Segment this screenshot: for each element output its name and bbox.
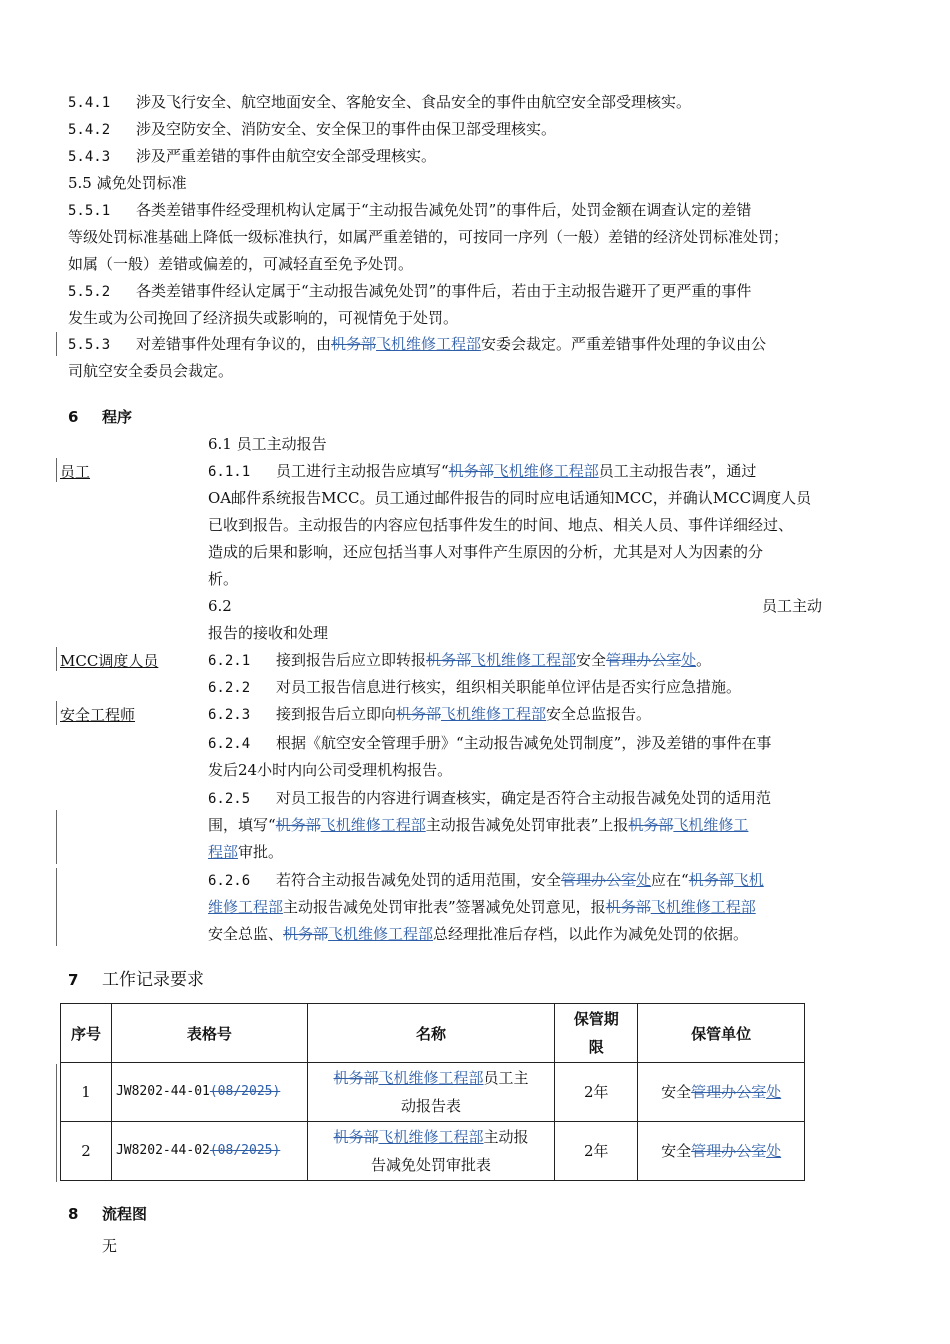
clause-6-2-5-line3: 程部审批。 bbox=[208, 843, 284, 861]
revision-bar bbox=[56, 868, 57, 946]
header-period: 保管期限 bbox=[555, 1004, 638, 1063]
clause-6-2-6-line3: 安全总监、机务部飞机维修工程部总经理批准后存档，以此作为减免处罚的依据。 bbox=[208, 925, 749, 943]
clause-5-5-3: 5.5.3 对差错事件处理有争议的，由机务部飞机维修工程部安委会裁定。严重差错事件处理的争议由公 bbox=[68, 335, 767, 353]
clause-6-2-1: 6.2.1 接到报告后应立即转报机务部飞机维修工程部安全管理办公室处。 bbox=[208, 651, 712, 669]
cell-form: JW8202-44-02(08/2025) bbox=[111, 1122, 307, 1181]
deleted-text: 机务部 bbox=[331, 335, 377, 353]
section-6-heading: 6 程序 bbox=[68, 408, 133, 426]
clause-6-2-6-line2: 维修工程部主动报告减免处罚审批表”签署减免处罚意见，报机务部飞机维修工程部 bbox=[208, 898, 756, 916]
section-8-heading: 8 流程图 bbox=[68, 1205, 148, 1223]
clause-6-1: 6.1 员工主动报告 bbox=[208, 435, 327, 453]
clause-5-4-1: 5.4.1 涉及飞行安全、航空地面安全、客舱安全、食品安全的事件由航空安全部受理核实。 bbox=[68, 93, 692, 111]
cell-name: 机务部飞机维修工程部主动报 告减免处罚审批表 bbox=[307, 1122, 555, 1181]
clause-6-1-1-line4: 造成的后果和影响，还应包括当事人对事件产生原因的分析，尤其是对人为因素的分 bbox=[208, 543, 764, 561]
clause-5-5-1-line3: 如属（一般）差错或偏差的，可减轻直至免予处罚。 bbox=[68, 255, 414, 273]
clause-6-2-3: 6.2.3 接到报告后立即向机务部飞机维修工程部安全总监报告。 bbox=[208, 705, 652, 723]
clause-6-2-4: 6.2.4 根据《航空安全管理手册》“主动报告减免处罚制度”，涉及差错的事件在事 bbox=[208, 734, 772, 752]
clause-6-1-1-line2: OA邮件系统报告MCC。员工通过邮件报告的同时应电话通知MCC，并确认MCC调度人员 bbox=[208, 489, 812, 507]
clause-5-5-heading: 5.5 减免处罚标准 bbox=[68, 174, 187, 192]
role-employee: 员工 bbox=[60, 463, 91, 481]
clause-5-5-2: 5.5.2 各类差错事件经认定属于“主动报告减免处罚”的事件后，若由于主动报告避开了更严重的事件 bbox=[68, 282, 752, 300]
cell-name: 机务部飞机维修工程部员工主 动报告表 bbox=[307, 1063, 555, 1122]
clause-5-4-3: 5.4.3 涉及严重差错的事件由航空安全部受理核实。 bbox=[68, 147, 437, 165]
cell-unit: 安全管理办公室处 bbox=[638, 1063, 805, 1122]
clause-6-1-1-line3: 已收到报告。主动报告的内容应包括事件发生的时间、地点、相关人员、事件详细经过、 bbox=[208, 516, 794, 534]
header-form: 表格号 bbox=[111, 1004, 307, 1063]
clause-6-2-title-right: 员工主动 bbox=[762, 597, 823, 615]
section-8-body: 无 bbox=[102, 1237, 118, 1255]
table-row bbox=[61, 1063, 805, 1122]
clause-5-5-1: 5.5.1 各类差错事件经受理机构认定属于“主动报告减免处罚”的事件后，处罚金额在调查认定的差错 bbox=[68, 201, 752, 219]
clause-5-5-2-line2: 发生或为公司挽回了经济损失或影响的，可视情免于处罚。 bbox=[68, 309, 459, 327]
clause-6-2-5-line2: 围，填写“机务部飞机维修工程部主动报告减免处罚审批表”上报机务部飞机维修工 bbox=[208, 816, 749, 834]
clause-6-2-line2: 报告的接收和处理 bbox=[208, 624, 329, 642]
clause-6-2: 6.2 bbox=[208, 597, 232, 615]
clause-5-5-3-line2: 司航空安全委员会裁定。 bbox=[68, 362, 234, 380]
revision-bar bbox=[56, 647, 57, 671]
revision-bar bbox=[56, 332, 57, 356]
table-header-row bbox=[61, 1004, 805, 1063]
cell-form: JW8202-44-01(08/2025) bbox=[111, 1063, 307, 1122]
cell-no: 2 bbox=[61, 1122, 112, 1181]
header-no: 序号 bbox=[61, 1004, 112, 1063]
role-mcc: MCC调度人员 bbox=[60, 652, 159, 670]
clause-5-5-1-line2: 等级处罚标准基础上降低一级标准执行，如属严重差错的，可按同一序列（一般）差错的经济处罚标准处罚； bbox=[68, 228, 789, 246]
clause-6-1-1: 6.1.1 员工进行主动报告应填写“机务部飞机维修工程部员工主动报告表”，通过 bbox=[208, 462, 757, 480]
header-name: 名称 bbox=[307, 1004, 555, 1063]
clause-5-4-2: 5.4.2 涉及空防安全、消防安全、安全保卫的事件由保卫部受理核实。 bbox=[68, 120, 557, 138]
clause-6-1-1-line5: 析。 bbox=[208, 570, 239, 588]
table-row bbox=[61, 1122, 805, 1181]
clause-6-2-4-line2: 发后24小时内向公司受理机构报告。 bbox=[208, 761, 453, 779]
cell-unit: 安全管理办公室处 bbox=[638, 1122, 805, 1181]
section-7-heading: 7 工作记录要求 bbox=[68, 970, 204, 990]
cell-period: 2年 bbox=[555, 1122, 638, 1181]
revision-bar bbox=[56, 810, 57, 864]
revision-bar bbox=[56, 701, 57, 725]
records-table bbox=[60, 1003, 805, 1181]
inserted-text: 飞机维修工程部 bbox=[376, 335, 482, 353]
clause-6-2-2: 6.2.2 对员工报告信息进行核实，组织相关职能单位评估是否实行应急措施。 bbox=[208, 678, 742, 696]
revision-bar bbox=[56, 458, 57, 482]
role-safety-engineer: 安全工程师 bbox=[60, 706, 136, 724]
clause-6-2-6: 6.2.6 若符合主动报告减免处罚的适用范围，安全管理办公室处应在“机务部飞机 bbox=[208, 871, 764, 889]
header-unit: 保管单位 bbox=[638, 1004, 805, 1063]
cell-period: 2年 bbox=[555, 1063, 638, 1122]
clause-6-2-5: 6.2.5 对员工报告的内容进行调查核实，确定是否符合主动报告减免处罚的适用范 bbox=[208, 789, 772, 807]
cell-no: 1 bbox=[61, 1063, 112, 1122]
revision-bar bbox=[56, 1064, 57, 1182]
